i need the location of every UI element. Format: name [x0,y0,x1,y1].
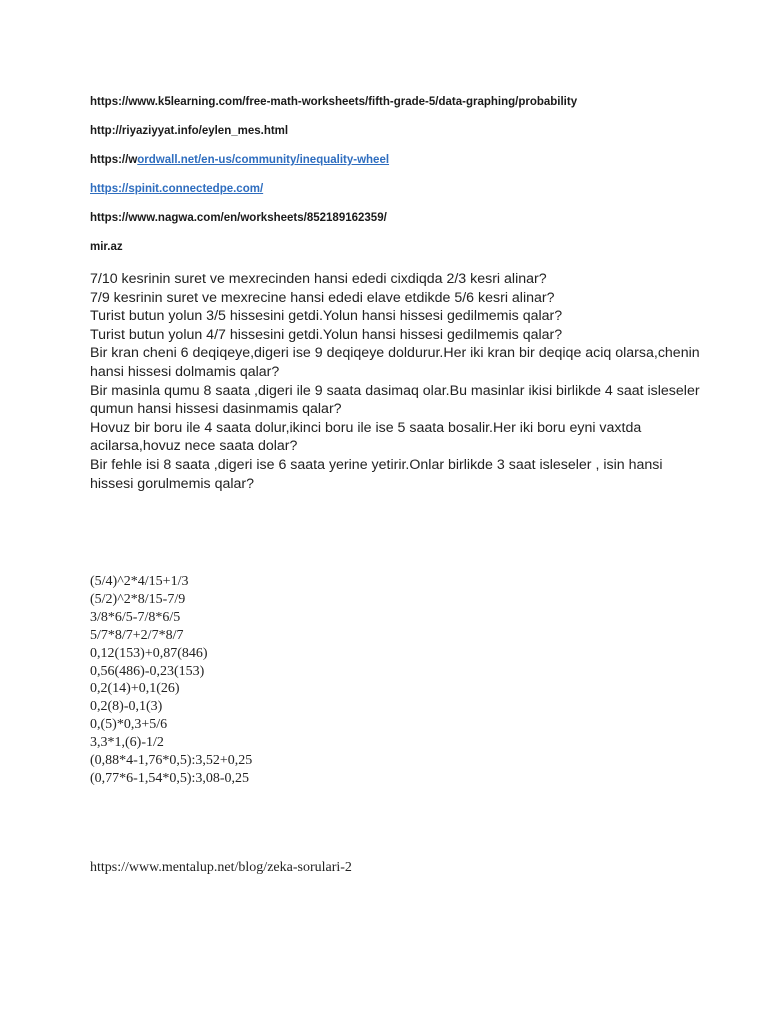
link-mir-az[interactable]: mir.az [90,241,123,253]
problem-line: 7/10 kesrinin suret ve mexrecinden hansi ededi cixdiqda 2/3 kesri alinar? [90,271,547,287]
expression-line: 3,3*1,(6)-1/2 [90,735,164,751]
problem-line: Bir kran cheni 6 deqiqeye,digeri ise 9 deqiqeye doldurur.Her iki kran bir deqiqe aciq olarsa,chenin hansi hissesi dolmamis qalar? [90,345,700,380]
expression-line: 0,56(486)-0,23(153) [90,663,205,679]
expression-line: 0,2(14)+0,1(26) [90,681,180,697]
expression-line: 0,(5)*0,3+5/6 [90,717,168,733]
problem-line: Hovuz bir boru ile 4 saata dolur,ikinci boru ile ise 5 saata bosalir.Her iki boru eyni vaxtda acilarsa,hovuz nece saata dolar? [90,419,642,455]
link-spinit-hyperlink[interactable]: https://spinit.connectedpe.com/ [90,183,264,195]
expression-line: 3/8*6/5-7/8*6/5 [90,609,181,625]
expression-line: (0,88*4-1,76*0,5):3,52+0,25 [90,753,253,769]
expression-line: (5/2)^2*8/15-7/9 [90,591,186,607]
expression-line: 0,2(8)-0,1(3) [90,699,163,715]
link-k5learning[interactable]: https://www.k5learning.com/free-math-worksheets/fifth-grade-5/data-graphing/probability [90,96,578,108]
expression-line: (0,77*6-1,54*0,5):3,08-0,25 [90,770,250,786]
expression-line: 5/7*8/7+2/7*8/7 [90,627,184,643]
link-spinit[interactable] [90,183,263,195]
expression-line: 0,12(153)+0,87(846) [90,645,208,661]
link-nagwa[interactable]: https://www.nagwa.com/en/worksheets/852189162359/ [90,212,387,224]
link-riyaziyyat[interactable]: http://riyaziyyat.info/eylen_mes.html [90,125,289,137]
problem-line: Bir fehle isi 8 saata ,digeri ise 6 saata yerine yetirir.Onlar birlikde 3 saat isleseler , isin hansi hissesi gorulmemis qalar? [90,456,663,492]
problem-line: 7/9 kesrinin suret ve mexrecine hansi ededi elave etdikde 5/6 kesri alinar? [90,289,555,306]
problem-line: Bir masinla qumu 8 saata ,digeri ile 9 saata dasimaq olar.Bu masinlar ikisi birlikde 4 saat isleseler qumun hansi hissesi dasinmamis qalar? [90,382,700,418]
link-wordwall-prefix: https://w [90,154,138,166]
link-mentalup[interactable]: https://www.mentalup.net/blog/zeka-sorulari-2 [90,860,352,875]
link-wordwall[interactable] [90,154,389,166]
word-problems [90,270,700,493]
problem-line: Turist butun yolun 4/7 hissesini getdi.Yolun hansi hissesi gedilmemis qalar? [90,326,563,343]
expression-line: (5/4)^2*4/15+1/3 [90,574,189,589]
math-expressions [90,573,252,788]
link-wordwall-hyperlink[interactable]: ordwall.net/en-us/community/inequality-wheel [137,154,390,166]
problem-line: Turist butun yolun 3/5 hissesini getdi.Yolun hansi hissesi gedilmemis qalar? [90,308,563,325]
